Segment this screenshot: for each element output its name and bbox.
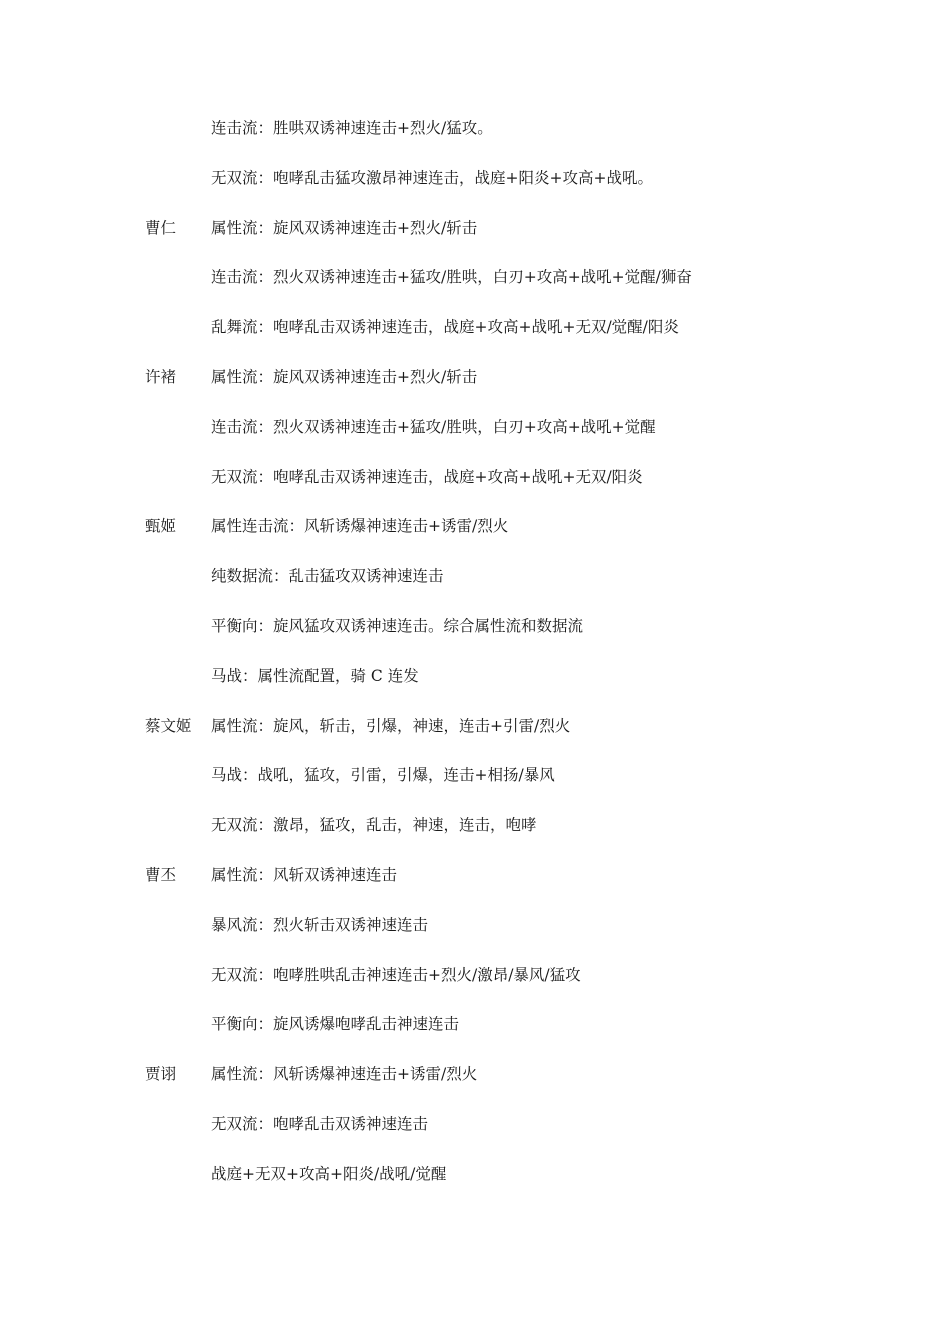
build-line bbox=[0, 860, 950, 890]
build-line bbox=[0, 960, 950, 990]
hero-name: 贾诩 bbox=[145, 1065, 177, 1083]
hero-name: 曹丕 bbox=[145, 866, 177, 884]
build-line bbox=[0, 213, 950, 243]
build-line bbox=[0, 561, 950, 591]
build-text: 属性流：风斩诱爆神速连击+诱雷/烈火 bbox=[211, 1065, 478, 1083]
build-line bbox=[0, 1159, 950, 1189]
build-text: 连击流：胜哄双诱神速连击+烈火/猛攻。 bbox=[211, 119, 493, 137]
build-text: 马战：属性流配置，骑 C 连发 bbox=[211, 667, 419, 685]
build-text: 无双流：咆哮乱击双诱神速连击，战庭+攻高+战吼+无双/阳炎 bbox=[211, 468, 643, 486]
build-line bbox=[0, 1059, 950, 1089]
build-text: 无双流：咆哮乱击猛攻激昂神速连击，战庭+阳炎+攻高+战吼。 bbox=[211, 169, 653, 187]
build-line bbox=[0, 163, 950, 193]
build-text: 属性流：旋风，斩击，引爆，神速，连击+引雷/烈火 bbox=[211, 717, 571, 735]
build-text: 乱舞流：咆哮乱击双诱神速连击，战庭+攻高+战吼+无双/觉醒/阳炎 bbox=[211, 318, 679, 336]
build-line bbox=[0, 362, 950, 392]
build-text: 纯数据流：乱击猛攻双诱神速连击 bbox=[211, 567, 444, 585]
build-line bbox=[0, 113, 950, 143]
hero-name: 蔡文姬 bbox=[145, 717, 192, 735]
build-line bbox=[0, 910, 950, 940]
build-text: 属性流：旋风双诱神速连击+烈火/斩击 bbox=[211, 219, 478, 237]
build-line bbox=[0, 661, 950, 691]
build-line bbox=[0, 412, 950, 442]
build-text: 属性流：风斩双诱神速连击 bbox=[211, 866, 398, 884]
build-text: 连击流：烈火双诱神速连击+猛攻/胜哄，白刃+攻高+战吼+觉醒 bbox=[211, 418, 656, 436]
build-line bbox=[0, 711, 950, 741]
build-text: 无双流：咆哮乱击双诱神速连击 bbox=[211, 1115, 429, 1133]
build-text: 连击流：烈火双诱神速连击+猛攻/胜哄，白刃+攻高+战吼+觉醒/狮奋 bbox=[211, 268, 692, 286]
build-text: 无双流：激昂，猛攻，乱击，神速，连击，咆哮 bbox=[211, 816, 537, 834]
build-text: 平衡向：旋风猛攻双诱神速连击。综合属性流和数据流 bbox=[211, 617, 584, 635]
build-text: 平衡向：旋风诱爆咆哮乱击神速连击 bbox=[211, 1015, 460, 1033]
build-text: 属性流：旋风双诱神速连击+烈火/斩击 bbox=[211, 368, 478, 386]
build-line bbox=[0, 462, 950, 492]
build-text: 战庭+无双+攻高+阳炎/战吼/觉醒 bbox=[211, 1165, 447, 1183]
hero-name: 曹仁 bbox=[145, 219, 177, 237]
hero-name: 许褚 bbox=[145, 368, 177, 386]
build-text: 暴风流：烈火斩击双诱神速连击 bbox=[211, 916, 429, 934]
hero-name: 甄姬 bbox=[145, 517, 177, 535]
build-line bbox=[0, 1009, 950, 1039]
build-line bbox=[0, 511, 950, 541]
build-line bbox=[0, 810, 950, 840]
build-line bbox=[0, 611, 950, 641]
build-line bbox=[0, 760, 950, 790]
build-text: 属性连击流：风斩诱爆神速连击+诱雷/烈火 bbox=[211, 517, 509, 535]
build-line bbox=[0, 262, 950, 292]
build-text: 马战：战吼，猛攻，引雷，引爆，连击+相扬/暴风 bbox=[211, 766, 555, 784]
build-line bbox=[0, 312, 950, 342]
build-text: 无双流：咆哮胜哄乱击神速连击+烈火/激昂/暴风/猛攻 bbox=[211, 966, 581, 984]
build-line bbox=[0, 1109, 950, 1139]
